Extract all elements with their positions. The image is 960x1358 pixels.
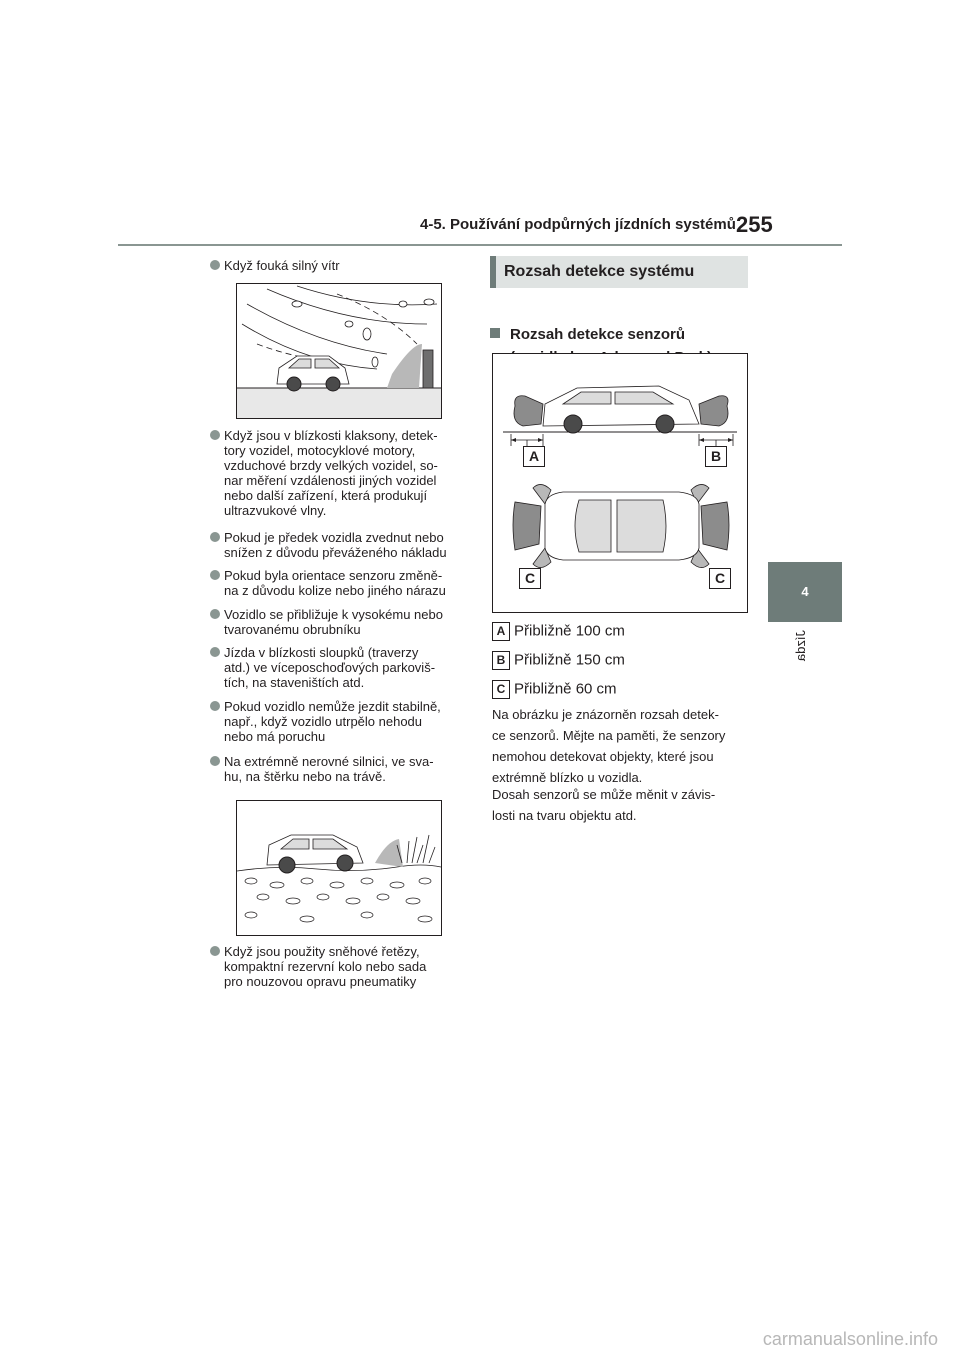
watermark: carmanualsonline.info — [762, 1329, 938, 1349]
legend-letter: C — [492, 680, 510, 699]
bullet-pillars: Jízda v blízkosti sloupků (traverzy atd.) ve víceposchoďových parkoviš- tích, na staveništích atd. — [210, 645, 472, 690]
section-heading: Rozsah detekce systému — [490, 256, 748, 288]
legend-text: Přibližně 60 cm — [514, 680, 617, 698]
bullet-dot-icon — [210, 532, 220, 542]
paragraph-range-variation: Dosah senzorů se může měnit v závis- losti na tvaru objektu atd. — [492, 787, 716, 823]
bullet-dot-icon — [210, 701, 220, 711]
header-divider — [118, 244, 842, 246]
bullet-dot-icon — [210, 647, 220, 657]
bullet-vehicle-raised: Pokud je předek vozidla zvednut nebo snížen z důvodu převáženého nákladu — [210, 530, 472, 560]
bullet-dot-icon — [210, 260, 220, 270]
legend-letter: B — [492, 651, 510, 670]
subheading-square-icon — [490, 328, 500, 338]
chapter-number: 4 — [801, 584, 809, 599]
range-label-c-left: C — [519, 568, 541, 589]
chapter-tab — [768, 562, 842, 622]
legend-letter: A — [492, 622, 510, 641]
legend-text: Přibližně 100 cm — [514, 622, 625, 640]
subheading: Rozsah detekce senzorů — [490, 323, 712, 369]
bullet-unstable: Pokud vozidlo nemůže jezdit stabilně, např., když vozidlo utrpělo nehodu nebo má poruchu — [210, 699, 472, 744]
legend-item-a — [492, 622, 625, 641]
range-label-a: A — [523, 446, 545, 467]
legend-item-c — [492, 680, 617, 699]
heading-accent-bar — [490, 256, 496, 288]
bullet-dot-icon — [210, 756, 220, 766]
legend-item-b — [492, 651, 625, 670]
bullet-sensor-orientation: Pokud byla orientace senzoru změně- na z důvodu kolize nebo jiného nárazu — [210, 568, 472, 598]
rough-road-illustration — [236, 800, 442, 936]
bullet-dot-icon — [210, 430, 220, 440]
wind-illustration — [236, 283, 442, 419]
range-label-b: B — [705, 446, 727, 467]
page-number: 255 — [736, 212, 773, 237]
bullet-curb: Vozidlo se přibližuje k vysokému nebo tvarovanému obrubníku — [210, 607, 472, 637]
range-label-c-right: C — [709, 568, 731, 589]
bullet-dot-icon — [210, 570, 220, 580]
bullet-strong-wind: Když fouká silný vítr — [210, 258, 472, 273]
bullet-rough-road: Na extrémně nerovné silnici, ve sva- hu, na štěrku nebo na trávě. — [210, 754, 472, 784]
legend-text: Přibližně 150 cm — [514, 651, 625, 669]
paragraph-detection-range: Na obrázku je znázorněn rozsah detek- ce senzorů. Mějte na paměti, že senzory nemohou detekovat objekty, které jsou extrémně blízko u vozidla. — [492, 707, 726, 785]
detection-range-diagram — [492, 353, 748, 613]
section-title: 4-5. Používání podpůrných jízdních systémů — [420, 216, 736, 233]
bullet-snow-chains: Když jsou použity sněhové řetězy, kompaktní rezervní kolo nebo sada pro nouzovou opravu pneumatiky — [210, 944, 472, 989]
bullet-ultrasonic: Když jsou v blízkosti klaksony, detek- tory vozidel, motocyklové motory, vzduchové brzdy velkých vozidel, so- nar měření vzdálenosti jiných vozidel nebo další zařízení, která produkují ultrazvukové vlny. — [210, 428, 472, 518]
bullet-dot-icon — [210, 946, 220, 956]
bullet-dot-icon — [210, 609, 220, 619]
chapter-label: Jízda — [793, 630, 808, 662]
